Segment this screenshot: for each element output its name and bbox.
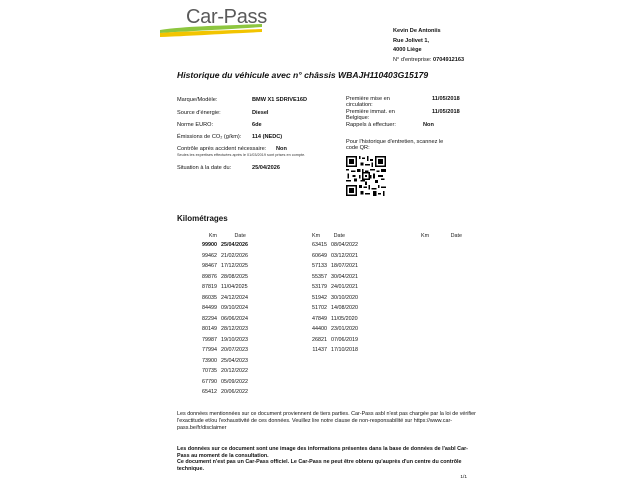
km-value: 51702 xyxy=(312,305,327,311)
km-row xyxy=(177,358,265,369)
km-row xyxy=(287,274,375,285)
km-col-date: Date xyxy=(450,233,462,239)
km-date: 28/12/2023 xyxy=(221,326,248,332)
km-row xyxy=(177,368,265,379)
km-row xyxy=(177,295,265,306)
euro-value: 6de xyxy=(252,122,262,128)
qr-label: Pour l'historique d'entretien, scannez le code QR: xyxy=(346,139,444,152)
km-date: 05/09/2022 xyxy=(221,378,248,385)
km-date: 03/12/2021 xyxy=(331,252,358,259)
km-header-col1 xyxy=(203,233,283,239)
km-value: 86035 xyxy=(202,294,217,301)
owner-address xyxy=(393,27,464,65)
brand-model-label: Marque/Modèle: xyxy=(177,97,218,103)
owner-name: Kevin De Antoniis xyxy=(393,28,441,34)
km-list-col1 xyxy=(177,242,265,400)
energy-label: Source d'énergie: xyxy=(177,110,221,116)
euro-label: Norme EURO: xyxy=(177,122,214,128)
km-row xyxy=(177,305,265,316)
accident-label: Contrôle après accident nécessaire: xyxy=(177,146,267,152)
document-title: Historique du véhicule avec n° châssis WBAJH110403G15179 xyxy=(177,70,429,80)
page-number: 1/1 xyxy=(460,475,467,480)
km-date: 24/12/2024 xyxy=(221,294,248,301)
km-date: 09/10/2024 xyxy=(221,305,248,311)
first-reg-be-label: Première immat. en Belgique: xyxy=(346,109,395,122)
km-value: 26821 xyxy=(312,336,327,343)
situation-label: Situation à la date du: xyxy=(177,165,232,171)
km-value: 67790 xyxy=(202,378,217,385)
first-reg-value: 11/05/2018 xyxy=(432,96,460,102)
km-row xyxy=(177,284,265,295)
km-row xyxy=(287,242,375,253)
km-section-title: Kilométrages xyxy=(177,214,228,223)
km-value: 82294 xyxy=(202,315,217,322)
km-value: 79987 xyxy=(202,336,217,343)
enterprise-label: N° d'entreprise: xyxy=(393,56,432,63)
km-row xyxy=(177,274,265,285)
car-pass-logo xyxy=(158,4,268,38)
km-date: 24/01/2021 xyxy=(331,284,358,290)
km-row xyxy=(287,347,375,358)
enterprise-number: 0704912163 xyxy=(433,56,465,63)
km-date: 30/10/2020 xyxy=(331,294,358,301)
km-col-km: Km xyxy=(208,233,217,239)
km-list-col2 xyxy=(287,242,375,358)
km-row xyxy=(287,253,375,264)
km-row xyxy=(287,316,375,327)
first-reg-label: Première mise en circulation: xyxy=(346,96,390,109)
km-date: 25/04/2026 xyxy=(221,242,248,248)
km-col-date: Date xyxy=(333,233,345,239)
km-date: 30/04/2021 xyxy=(331,273,358,280)
km-date: 11/04/2025 xyxy=(221,284,248,290)
co2-value: 114 (NEDC) xyxy=(252,134,283,140)
km-row xyxy=(177,347,265,358)
km-value: 60649 xyxy=(312,252,327,259)
owner-city: 4000 Liège xyxy=(393,47,422,53)
km-date: 17/10/2018 xyxy=(331,347,358,353)
situation-value: 25/04/2026 xyxy=(252,165,280,171)
km-date: 06/06/2024 xyxy=(221,315,248,322)
logo-text: Car-Pass xyxy=(186,6,267,28)
km-value: 65412 xyxy=(202,389,217,395)
km-date: 18/07/2021 xyxy=(331,263,358,269)
accident-note: Seules les expertises effectuées après le 01/03/2019 sont prises en compte. xyxy=(177,153,306,157)
km-value: 99900 xyxy=(202,242,217,248)
co2-label: Émissions de CO₂ (g/km): xyxy=(177,134,242,140)
km-row xyxy=(177,326,265,337)
km-value: 98467 xyxy=(202,263,217,269)
km-value: 73900 xyxy=(202,357,217,364)
km-value: 11437 xyxy=(312,347,327,353)
km-date: 07/06/2019 xyxy=(331,336,358,343)
km-value: 51942 xyxy=(312,294,327,301)
km-date: 25/04/2023 xyxy=(221,357,248,364)
km-row xyxy=(177,263,265,274)
first-reg-be-value: 11/05/2018 xyxy=(432,109,460,115)
km-row xyxy=(177,337,265,348)
km-row xyxy=(287,305,375,316)
km-date: 11/05/2020 xyxy=(331,315,358,322)
km-value: 87819 xyxy=(202,284,217,290)
km-date: 23/01/2020 xyxy=(331,326,358,332)
km-value: 47849 xyxy=(312,315,327,322)
km-row xyxy=(287,337,375,348)
km-value: 44400 xyxy=(312,326,327,332)
not-official-text: Ce document n'est pas un Car-Pass officiel. Le Car-Pass ne peut être obtenu qu'auprès d'un centre du contrôle technique. xyxy=(177,459,462,473)
owner-street: Rue Jolivet 1, xyxy=(393,37,430,44)
brand-model-value: BMW X1 SDRIVE16D xyxy=(252,97,308,103)
km-row xyxy=(177,316,265,327)
energy-value: Diesel xyxy=(252,110,269,116)
km-value: 84499 xyxy=(202,305,217,311)
km-date: 21/02/2026 xyxy=(221,252,248,259)
km-row xyxy=(177,253,265,264)
km-row xyxy=(177,389,265,400)
recalls-value: Non xyxy=(423,122,434,128)
km-value: 53179 xyxy=(312,284,327,290)
km-value: 89876 xyxy=(202,273,217,280)
km-value: 99462 xyxy=(202,252,217,259)
km-row xyxy=(287,295,375,306)
km-date: 20/06/2022 xyxy=(221,389,248,395)
km-date: 20/12/2022 xyxy=(221,368,248,374)
km-value: 57133 xyxy=(312,263,327,269)
km-date: 20/07/2023 xyxy=(221,347,248,353)
km-col-km: Km xyxy=(312,233,321,239)
km-date: 08/04/2022 xyxy=(331,242,358,248)
disclaimer-text: Les données mentionnées sur ce document proviennent de tiers parties. Car-Pass asbl n'est pas chargée par la loi de vérifier l'exactitude et/ou l'exhaustivité de ces données. Veuillez lire notre clause de non-responsabilité sur https://www.car-pass.be/fr/disclaimer xyxy=(177,411,476,432)
km-row xyxy=(177,242,265,253)
km-header-col3 xyxy=(421,233,481,239)
km-date: 19/10/2023 xyxy=(221,336,248,343)
qr-code-icon xyxy=(346,156,386,196)
recalls-label: Rappels à effectuer: xyxy=(346,122,396,128)
km-row xyxy=(177,379,265,390)
km-value: 70735 xyxy=(202,368,217,374)
km-date: 17/12/2025 xyxy=(221,263,248,269)
km-date: 28/08/2025 xyxy=(221,273,248,280)
km-col-date: Date xyxy=(234,233,246,239)
km-value: 63415 xyxy=(312,242,327,248)
km-value: 55357 xyxy=(312,273,327,280)
qr-code[interactable] xyxy=(346,156,386,201)
accident-value: Non xyxy=(276,146,287,152)
km-date: 14/08/2020 xyxy=(331,305,358,311)
km-col-km: Km xyxy=(421,233,430,239)
km-header-col2 xyxy=(312,233,392,239)
db-notice-text: Les données sur ce document sont une image des informations présentes dans la base de données de l'asbl Car-Pass au moment de la consultation. xyxy=(177,446,468,460)
owner-enterprise xyxy=(393,56,464,66)
km-value: 80149 xyxy=(202,326,217,332)
km-row xyxy=(287,284,375,295)
km-row xyxy=(287,263,375,274)
km-value: 77994 xyxy=(202,347,217,353)
km-row xyxy=(287,326,375,337)
